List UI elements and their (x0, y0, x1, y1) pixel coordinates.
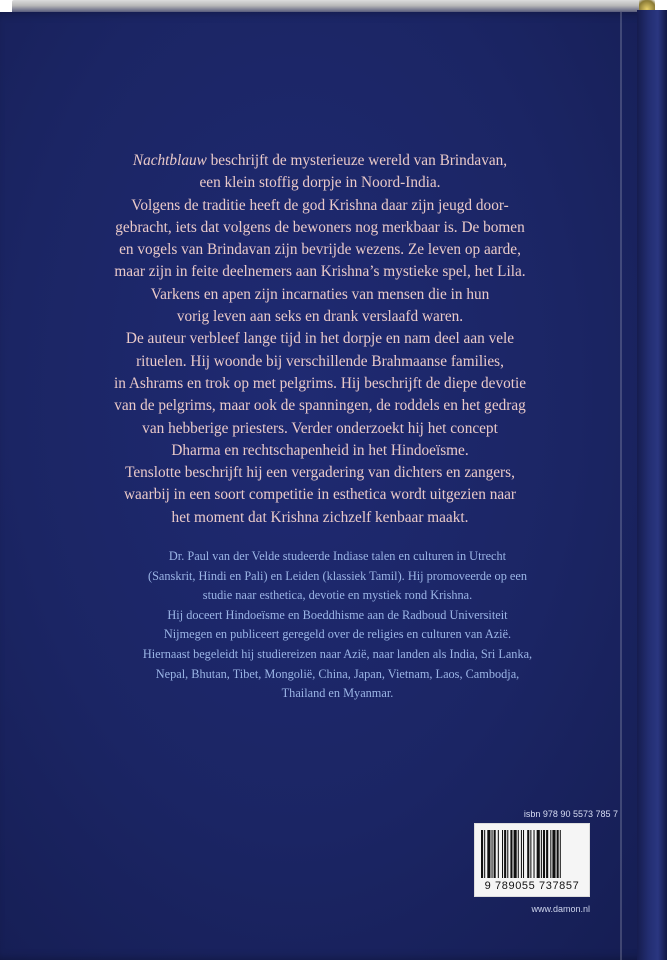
bio-line: Nijmegen en publiceert geregeld over de religies en culturen van Azië. (163, 627, 512, 642)
barcode-digits: 9 789055 737857 (484, 880, 580, 892)
bio-line: Nepal, Bhutan, Tibet, Mongolië, China, Japan, Vietnam, Laos, Cambodja, (155, 666, 520, 681)
description-line: Dharma en rechtschapenheid in het Hindoeïsme. (171, 441, 469, 459)
bio-line: Hiernaast begeleidt hij studiereizen naar Azië, naar landen als India, Sri Lanka, (142, 646, 533, 661)
description-line: Tenslotte beschrijft hij een vergadering van dichters en zangers, (125, 464, 515, 482)
barcode-bar (510, 830, 512, 878)
barcode-bar (494, 830, 496, 878)
description-line: Nachtblauw beschrijft de mysterieuze wereld van Brindavan, (132, 152, 508, 169)
description-line: het moment dat Krishna zichzelf kenbaar maakt. (171, 508, 469, 526)
barcode-bar (541, 830, 542, 878)
barcode-bar (481, 830, 483, 878)
barcode-bar (537, 830, 540, 878)
isbn-barcode (474, 823, 590, 897)
book-title: Nachtblauw (132, 152, 207, 169)
description-line: maar zijn in feite deelnemers aan Krishna’s mystieke spel, het Lila. (114, 263, 526, 281)
bio-line: Hij doceert Hindoeïsme en Boeddhisme aan de Radboud Universiteit (167, 607, 508, 622)
barcode-bar (502, 830, 503, 878)
barcode-bar (518, 830, 519, 878)
description-line: gebracht, iets dat volgens de bewoners nog merkbaar is. De bomen (115, 218, 525, 236)
description-line: van de pelgrims, maar ook de spanningen, de roddels en het gedrag (114, 397, 526, 415)
author-bio-block (105, 547, 570, 704)
isbn-label: isbn 978 90 5573 785 7 (523, 809, 618, 819)
publisher-website: www.damon.nl (531, 904, 590, 914)
barcode-bar (546, 830, 548, 878)
bio-line: (Sanskrit, Hindi en Pali) en Leiden (klassiek Tamil). Hij promoveerde op een (148, 568, 527, 583)
barcode-bar (514, 830, 517, 878)
description-line: De auteur verbleef lange tijd in het dorpje en nam deel aan vele (125, 330, 515, 348)
description-block (100, 150, 540, 529)
barcode-bar (560, 830, 561, 878)
barcode-bars (481, 830, 583, 878)
description-line: een klein stoffig dorpje in Noord-India. (199, 174, 441, 192)
barcode-bar (492, 830, 493, 878)
description-line: en vogels van Brindavan zijn bevrijde wezens. Ze leven op aarde, (119, 241, 521, 259)
barcode-bar (550, 830, 551, 878)
barcode-bar (534, 830, 535, 878)
bio-line: studie naar esthetica, devotie en mystiek rond Krishna. (202, 588, 473, 603)
barcode-bar (498, 830, 499, 878)
spine-fold-line (620, 12, 622, 960)
description-line: waarbij in een soort competitie in esthetica wordt uitgezien naar (123, 486, 517, 504)
barcode-bar (484, 830, 485, 878)
bio-line: Dr. Paul van der Velde studeerde Indiase talen en culturen in Utrecht (168, 549, 507, 563)
description-line: Varkens en apen zijn incarnaties van mensen die in hun (150, 285, 490, 303)
barcode-bar (543, 830, 545, 878)
barcode-bar (487, 830, 490, 878)
barcode-bar (507, 830, 508, 878)
bio-line: Thailand en Myanmar. (281, 686, 394, 701)
barcode-bar (527, 830, 529, 878)
description-line: rituelen. Hij woonde bij verschillende Brahmaanse families, (136, 352, 504, 370)
barcode-bar (557, 830, 559, 878)
description-line: Volgens de traditie heeft de god Krishna daar zijn jeugd door- (131, 196, 509, 214)
barcode-bar (521, 830, 522, 878)
barcode-bar (530, 830, 531, 878)
book-spine (637, 10, 667, 960)
barcode-bar (504, 830, 506, 878)
description-line: van hebberige priesters. Verder onderzoekt hij het concept (142, 419, 498, 437)
description-line: vorig leven aan seks en drank verslaafd waren. (176, 308, 464, 326)
barcode-bar (552, 830, 555, 878)
description-line: in Ashrams en trok op met pelgrims. Hij beschrijft de diepe devotie (113, 374, 527, 392)
barcode-bar (523, 830, 524, 878)
